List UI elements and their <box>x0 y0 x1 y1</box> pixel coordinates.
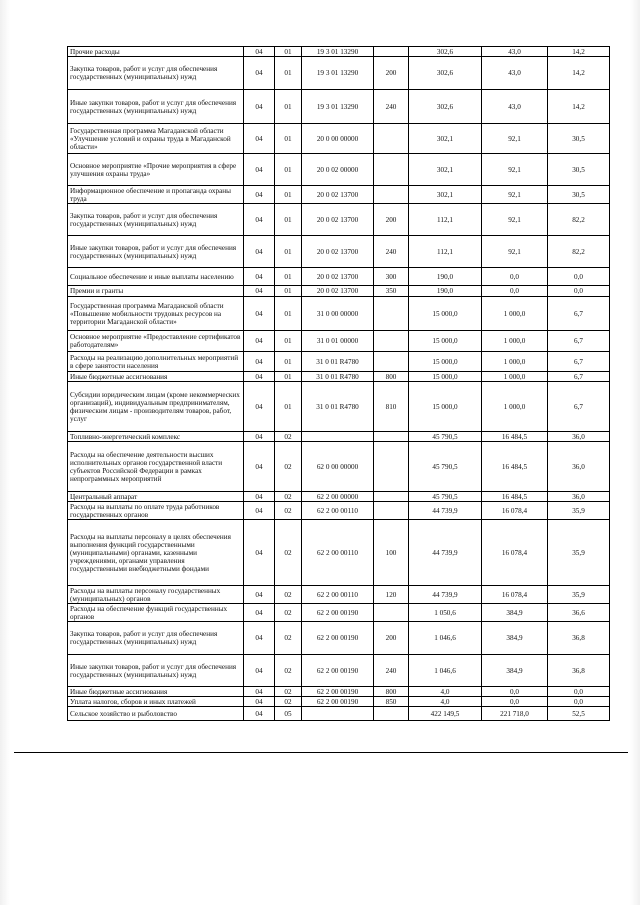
row-subsection-cell: 01 <box>275 154 302 186</box>
row-subsection-cell: 01 <box>275 268 302 286</box>
table-row <box>68 442 610 492</box>
row-target-article-cell: 62 2 00 00110 <box>302 520 374 586</box>
row-percent-cell: 6,7 <box>548 372 610 382</box>
row-expense-type-cell <box>374 47 409 57</box>
row-percent-cell: 36,8 <box>548 622 610 655</box>
row-actual-cell: 16 484,5 <box>482 492 548 502</box>
table-row <box>68 697 610 707</box>
row-target-article-cell: 20 0 02 13700 <box>302 268 374 286</box>
row-actual-cell: 1 000,0 <box>482 297 548 331</box>
row-expense-type-cell: 240 <box>374 90 409 124</box>
row-section-cell: 04 <box>244 442 275 492</box>
row-subsection-cell: 02 <box>275 520 302 586</box>
row-expense-type-cell <box>374 492 409 502</box>
row-name-cell: Государственная программа Магаданской области «Повышение мобильности трудовых ресурсов на территории Магаданской области» <box>68 297 244 331</box>
row-target-article-cell: 62 2 00 00190 <box>302 604 374 622</box>
row-subsection-cell: 01 <box>275 331 302 352</box>
row-percent-cell: 30,5 <box>548 124 610 154</box>
row-percent-cell: 36,0 <box>548 432 610 442</box>
row-section-cell: 04 <box>244 47 275 57</box>
row-actual-cell: 1 000,0 <box>482 331 548 352</box>
row-expense-type-cell <box>374 352 409 372</box>
row-actual-cell: 92,1 <box>482 186 548 204</box>
row-name-cell: Иные закупки товаров, работ и услуг для обеспечения государственных (муниципальных) нужд <box>68 236 244 268</box>
row-expense-type-cell <box>374 124 409 154</box>
row-actual-cell: 43,0 <box>482 57 548 90</box>
row-section-cell: 04 <box>244 687 275 697</box>
table-row <box>68 154 610 186</box>
row-name-cell: Прочие расходы <box>68 47 244 57</box>
row-name-cell: Сельское хозяйство и рыболовство <box>68 707 244 721</box>
row-name-cell: Закупка товаров, работ и услуг для обеспечения государственных (муниципальных) нужд <box>68 622 244 655</box>
row-target-article-cell: 62 2 00 00190 <box>302 687 374 697</box>
row-section-cell: 04 <box>244 697 275 707</box>
row-target-article-cell: 62 2 00 00190 <box>302 655 374 687</box>
row-target-article-cell: 31 0 01 00000 <box>302 331 374 352</box>
row-subsection-cell: 01 <box>275 352 302 372</box>
row-name-cell: Уплата налогов, сборов и иных платежей <box>68 697 244 707</box>
row-subsection-cell: 01 <box>275 204 302 236</box>
row-name-cell: Топливно-энергетический комплекс <box>68 432 244 442</box>
row-name-cell: Расходы на реализацию дополнительных мероприятий в сфере занятости населения <box>68 352 244 372</box>
row-subsection-cell: 01 <box>275 297 302 331</box>
table-row <box>68 204 610 236</box>
row-name-cell: Иные бюджетные ассигнования <box>68 687 244 697</box>
row-actual-cell: 16 078,4 <box>482 502 548 520</box>
row-subsection-cell: 02 <box>275 604 302 622</box>
row-plan-cell: 190,0 <box>409 286 482 297</box>
table-row <box>68 90 610 124</box>
row-expense-type-cell <box>374 154 409 186</box>
table-row <box>68 236 610 268</box>
row-actual-cell: 92,1 <box>482 204 548 236</box>
row-plan-cell: 302,6 <box>409 90 482 124</box>
row-plan-cell: 1 046,6 <box>409 622 482 655</box>
row-actual-cell: 92,1 <box>482 124 548 154</box>
row-actual-cell: 0,0 <box>482 268 548 286</box>
row-plan-cell: 15 000,0 <box>409 331 482 352</box>
row-expense-type-cell <box>374 432 409 442</box>
row-expense-type-cell: 120 <box>374 586 409 604</box>
row-plan-cell: 112,1 <box>409 204 482 236</box>
row-name-cell: Иные закупки товаров, работ и услуг для обеспечения государственных (муниципальных) нужд <box>68 655 244 687</box>
table-row <box>68 57 610 90</box>
table-row <box>68 47 610 57</box>
row-plan-cell: 45 790,5 <box>409 432 482 442</box>
row-section-cell: 04 <box>244 331 275 352</box>
row-percent-cell: 52,5 <box>548 707 610 721</box>
row-subsection-cell: 02 <box>275 442 302 492</box>
row-subsection-cell: 01 <box>275 236 302 268</box>
row-target-article-cell: 20 0 00 00000 <box>302 124 374 154</box>
row-target-article-cell: 62 2 00 00110 <box>302 502 374 520</box>
row-actual-cell: 221 718,0 <box>482 707 548 721</box>
row-actual-cell: 43,0 <box>482 47 548 57</box>
table-row <box>68 432 610 442</box>
row-expense-type-cell <box>374 442 409 492</box>
row-plan-cell: 15 000,0 <box>409 297 482 331</box>
row-section-cell: 04 <box>244 372 275 382</box>
row-section-cell: 04 <box>244 382 275 432</box>
row-section-cell: 04 <box>244 432 275 442</box>
row-percent-cell: 36,6 <box>548 604 610 622</box>
row-actual-cell: 16 484,5 <box>482 442 548 492</box>
row-name-cell: Расходы на обеспечение деятельности высших исполнительных органов государственной власти субъектов Российской Федерации в рамках непрограммных мероприятий <box>68 442 244 492</box>
row-section-cell: 04 <box>244 492 275 502</box>
row-percent-cell: 14,2 <box>548 57 610 90</box>
row-expense-type-cell: 100 <box>374 520 409 586</box>
row-percent-cell: 6,7 <box>548 331 610 352</box>
row-target-article-cell: 20 0 02 13700 <box>302 286 374 297</box>
row-target-article-cell: 20 0 02 13700 <box>302 236 374 268</box>
row-plan-cell: 15 000,0 <box>409 352 482 372</box>
row-expense-type-cell: 300 <box>374 268 409 286</box>
row-section-cell: 04 <box>244 586 275 604</box>
row-name-cell: Расходы на выплаты персоналу государственных (муниципальных) органов <box>68 586 244 604</box>
row-expense-type-cell: 350 <box>374 286 409 297</box>
scan-edge-shadow-right <box>630 0 640 905</box>
row-percent-cell: 35,9 <box>548 502 610 520</box>
row-actual-cell: 1 000,0 <box>482 382 548 432</box>
row-actual-cell: 384,9 <box>482 655 548 687</box>
row-target-article-cell: 62 2 00 00190 <box>302 697 374 707</box>
row-actual-cell: 92,1 <box>482 154 548 186</box>
row-target-article-cell: 31 0 01 R4780 <box>302 382 374 432</box>
row-section-cell: 04 <box>244 236 275 268</box>
row-name-cell: Информационное обеспечение и пропаганда охраны труда <box>68 186 244 204</box>
row-section-cell: 04 <box>244 268 275 286</box>
row-subsection-cell: 02 <box>275 655 302 687</box>
row-actual-cell: 384,9 <box>482 604 548 622</box>
row-percent-cell: 14,2 <box>548 47 610 57</box>
row-actual-cell: 0,0 <box>482 687 548 697</box>
table-row <box>68 382 610 432</box>
row-actual-cell: 1 000,0 <box>482 352 548 372</box>
row-target-article-cell: 19 3 01 13290 <box>302 57 374 90</box>
row-subsection-cell: 01 <box>275 47 302 57</box>
table-row <box>68 186 610 204</box>
table-row <box>68 707 610 721</box>
row-subsection-cell: 02 <box>275 492 302 502</box>
table-row <box>68 331 610 352</box>
table-row <box>68 352 610 372</box>
row-section-cell: 04 <box>244 707 275 721</box>
row-name-cell: Иные закупки товаров, работ и услуг для обеспечения государственных (муниципальных) нужд <box>68 90 244 124</box>
row-section-cell: 04 <box>244 352 275 372</box>
row-subsection-cell: 01 <box>275 124 302 154</box>
budget-table <box>67 46 610 721</box>
row-plan-cell: 112,1 <box>409 236 482 268</box>
table-row <box>68 124 610 154</box>
row-name-cell: Расходы на обеспечение функций государственных органов <box>68 604 244 622</box>
row-subsection-cell: 01 <box>275 286 302 297</box>
row-section-cell: 04 <box>244 186 275 204</box>
row-plan-cell: 190,0 <box>409 268 482 286</box>
row-target-article-cell: 31 0 01 R4780 <box>302 372 374 382</box>
row-name-cell: Основное мероприятие «Предоставление сертификатов работодателям» <box>68 331 244 352</box>
row-percent-cell: 82,2 <box>548 236 610 268</box>
row-subsection-cell: 02 <box>275 697 302 707</box>
row-plan-cell: 15 000,0 <box>409 382 482 432</box>
row-subsection-cell: 02 <box>275 502 302 520</box>
row-expense-type-cell: 200 <box>374 622 409 655</box>
row-target-article-cell: 20 0 02 00000 <box>302 154 374 186</box>
row-plan-cell: 15 000,0 <box>409 372 482 382</box>
row-plan-cell: 302,6 <box>409 57 482 90</box>
row-percent-cell: 30,5 <box>548 154 610 186</box>
row-name-cell: Расходы на выплаты персоналу в целях обеспечения выполнения функций государственными (муниципальными) органами, казенными учреждениями, органами управления государственными внебюджетными фондами <box>68 520 244 586</box>
row-expense-type-cell <box>374 604 409 622</box>
row-actual-cell: 0,0 <box>482 286 548 297</box>
row-section-cell: 04 <box>244 286 275 297</box>
row-target-article-cell: 62 2 00 00190 <box>302 622 374 655</box>
table-row <box>68 520 610 586</box>
row-expense-type-cell: 200 <box>374 204 409 236</box>
row-section-cell: 04 <box>244 124 275 154</box>
row-plan-cell: 44 739,9 <box>409 586 482 604</box>
row-actual-cell: 384,9 <box>482 622 548 655</box>
row-name-cell: Основное мероприятие «Прочие мероприятия в сфере улучшения охраны труда» <box>68 154 244 186</box>
row-section-cell: 04 <box>244 655 275 687</box>
row-subsection-cell: 02 <box>275 622 302 655</box>
row-subsection-cell: 01 <box>275 372 302 382</box>
row-expense-type-cell <box>374 331 409 352</box>
table-row <box>68 502 610 520</box>
row-subsection-cell: 01 <box>275 57 302 90</box>
row-percent-cell: 0,0 <box>548 268 610 286</box>
row-target-article-cell: 31 0 00 00000 <box>302 297 374 331</box>
row-actual-cell: 0,0 <box>482 697 548 707</box>
row-expense-type-cell <box>374 297 409 331</box>
row-section-cell: 04 <box>244 502 275 520</box>
row-section-cell: 04 <box>244 90 275 124</box>
row-percent-cell: 35,9 <box>548 520 610 586</box>
row-section-cell: 04 <box>244 520 275 586</box>
table-row <box>68 492 610 502</box>
row-expense-type-cell: 800 <box>374 687 409 697</box>
row-plan-cell: 302,6 <box>409 47 482 57</box>
row-section-cell: 04 <box>244 604 275 622</box>
row-section-cell: 04 <box>244 297 275 331</box>
row-plan-cell: 44 739,9 <box>409 502 482 520</box>
table-row <box>68 286 610 297</box>
row-target-article-cell: 62 0 00 00000 <box>302 442 374 492</box>
table-row <box>68 268 610 286</box>
row-section-cell: 04 <box>244 57 275 90</box>
table-row <box>68 687 610 697</box>
table-row <box>68 586 610 604</box>
table-row <box>68 622 610 655</box>
row-percent-cell: 14,2 <box>548 90 610 124</box>
row-plan-cell: 302,1 <box>409 154 482 186</box>
row-expense-type-cell: 240 <box>374 655 409 687</box>
row-plan-cell: 1 046,6 <box>409 655 482 687</box>
row-subsection-cell: 01 <box>275 186 302 204</box>
row-expense-type-cell <box>374 186 409 204</box>
row-name-cell: Иные бюджетные ассигнования <box>68 372 244 382</box>
row-actual-cell: 16 078,4 <box>482 520 548 586</box>
row-expense-type-cell: 810 <box>374 382 409 432</box>
row-actual-cell: 16 078,4 <box>482 586 548 604</box>
row-percent-cell: 36,8 <box>548 655 610 687</box>
row-subsection-cell: 01 <box>275 382 302 432</box>
row-expense-type-cell: 200 <box>374 57 409 90</box>
row-name-cell: Социальное обеспечение и иные выплаты населению <box>68 268 244 286</box>
row-percent-cell: 6,7 <box>548 297 610 331</box>
row-name-cell: Расходы на выплаты по оплате труда работников государственных органов <box>68 502 244 520</box>
row-plan-cell: 302,1 <box>409 124 482 154</box>
row-percent-cell: 35,9 <box>548 586 610 604</box>
row-subsection-cell: 02 <box>275 687 302 697</box>
row-percent-cell: 0,0 <box>548 687 610 697</box>
table-row <box>68 372 610 382</box>
row-percent-cell: 0,0 <box>548 286 610 297</box>
row-section-cell: 04 <box>244 622 275 655</box>
row-subsection-cell: 02 <box>275 586 302 604</box>
bottom-rule <box>14 752 628 753</box>
row-target-article-cell <box>302 432 374 442</box>
row-target-article-cell: 20 0 02 13700 <box>302 186 374 204</box>
table-row <box>68 655 610 687</box>
row-plan-cell: 45 790,5 <box>409 442 482 492</box>
row-plan-cell: 4,0 <box>409 697 482 707</box>
row-target-article-cell <box>302 707 374 721</box>
row-actual-cell: 16 484,5 <box>482 432 548 442</box>
row-plan-cell: 45 790,5 <box>409 492 482 502</box>
row-actual-cell: 43,0 <box>482 90 548 124</box>
row-target-article-cell: 62 2 00 00000 <box>302 492 374 502</box>
row-actual-cell: 1 000,0 <box>482 372 548 382</box>
row-name-cell: Государственная программа Магаданской области «Улучшение условий и охраны труда в Магаданской области» <box>68 124 244 154</box>
row-plan-cell: 44 739,9 <box>409 520 482 586</box>
row-expense-type-cell: 240 <box>374 236 409 268</box>
row-name-cell: Премии и гранты <box>68 286 244 297</box>
row-subsection-cell: 01 <box>275 90 302 124</box>
row-percent-cell: 36,0 <box>548 492 610 502</box>
row-expense-type-cell <box>374 502 409 520</box>
row-section-cell: 04 <box>244 204 275 236</box>
table-row <box>68 297 610 331</box>
row-expense-type-cell <box>374 707 409 721</box>
row-percent-cell: 82,2 <box>548 204 610 236</box>
row-expense-type-cell: 800 <box>374 372 409 382</box>
row-percent-cell: 0,0 <box>548 697 610 707</box>
scan-edge-shadow-left <box>0 0 10 905</box>
row-name-cell: Закупка товаров, работ и услуг для обеспечения государственных (муниципальных) нужд <box>68 57 244 90</box>
row-actual-cell: 92,1 <box>482 236 548 268</box>
table-row <box>68 604 610 622</box>
row-plan-cell: 4,0 <box>409 687 482 697</box>
budget-table-body <box>68 47 610 721</box>
row-subsection-cell: 02 <box>275 432 302 442</box>
row-subsection-cell: 05 <box>275 707 302 721</box>
row-name-cell: Центральный аппарат <box>68 492 244 502</box>
row-target-article-cell: 19 3 01 13290 <box>302 90 374 124</box>
row-name-cell: Закупка товаров, работ и услуг для обеспечения государственных (муниципальных) нужд <box>68 204 244 236</box>
row-section-cell: 04 <box>244 154 275 186</box>
row-target-article-cell: 20 0 02 13700 <box>302 204 374 236</box>
row-percent-cell: 30,5 <box>548 186 610 204</box>
row-target-article-cell: 19 3 01 13290 <box>302 47 374 57</box>
row-target-article-cell: 62 2 00 00110 <box>302 586 374 604</box>
row-percent-cell: 6,7 <box>548 352 610 372</box>
row-percent-cell: 36,0 <box>548 442 610 492</box>
row-name-cell: Субсидии юридическим лицам (кроме некоммерческих организаций), индивидуальным предпринимателям, физическим лицам - производителям товаров, работ, услуг <box>68 382 244 432</box>
row-percent-cell: 6,7 <box>548 382 610 432</box>
row-plan-cell: 302,1 <box>409 186 482 204</box>
row-plan-cell: 422 149,5 <box>409 707 482 721</box>
row-plan-cell: 1 050,6 <box>409 604 482 622</box>
row-expense-type-cell: 850 <box>374 697 409 707</box>
row-target-article-cell: 31 0 01 R4780 <box>302 352 374 372</box>
